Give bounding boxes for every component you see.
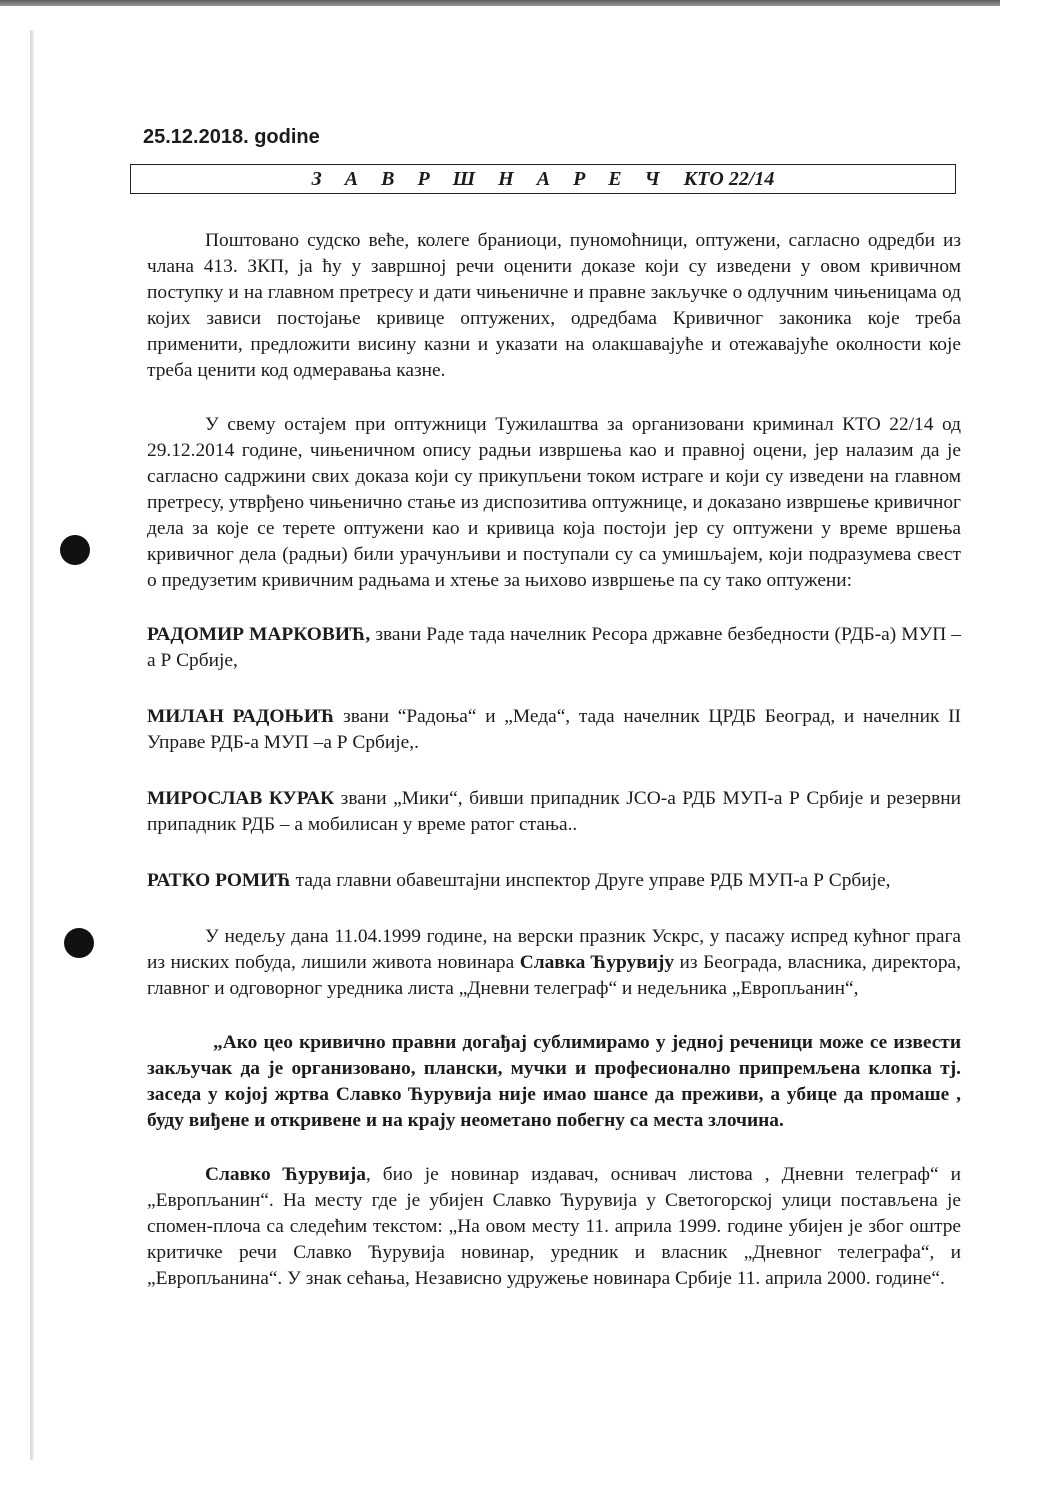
defendant-name: РАТКО РОМИЋ [147,870,291,891]
case-number: КТО 22/14 [683,168,775,190]
document-date: 25.12.2018. godine [143,126,320,148]
event-text-after: из Београда, власника, директора, главног и одговорног уредника листа „Дневни телеграф“ и недељника „Европљанин“, [147,952,961,999]
paragraph-indictment: У свему остајем при оптужници Тужилаштва за организовани криминал КТО 22/14 од 29.12.2014 године, чињеничном опису радњи извршења као и правној оцени, јер налазим да је сагласно садржини свих доказа који су прикупљени током истраге и који су изведени на главном претресу, утврђено чињенично стање из диспозитива оптужнице, и доказано извршење кривичног дела за које се терете оптужени као и кривица која постоји јер су оптужени у време вршења кривичног дела (радњи) били урачунљиви и поступали су са умишљајем, који подразумева свест о предузетим кривичним радњама и хтење за њихово извршење па су тако оптужени: [147,414,961,591]
scan-left-edge [30,30,34,1460]
defendant-description: звани “Радоња“ и „Меда“, тада начелник ЦРДБ Београд, и начелник II Управе РДБ-а МУП –а Р Србије,. [147,706,961,753]
event-text-before: У недељу дана 11.04.1999 године, на верски празник Ускрс, у пасажу испред кућног прага из ниских побуда, лишили живота новинара [147,926,961,973]
defendant-entry [147,622,961,674]
punch-hole-top [60,535,90,565]
punch-hole-bottom [64,928,94,958]
defendant-description: тада главни обавештајни инспектор Друге управе РДБ МУП-а Р Србије, [290,870,891,891]
scan-top-edge [0,0,1000,6]
defendant-description: звани Раде тада начелник Ресора државне безбедности (РДБ-а) МУП –а Р Србије, [147,624,961,671]
victim-name: Славка Ћурувију [519,952,675,973]
paragraph-closing [147,1162,961,1292]
defendant-entry [147,868,961,894]
defendant-entry [147,704,961,756]
document-title [130,164,956,194]
title-text: З А В Р Ш Н А Р Е Ч [311,168,669,190]
document-body [147,228,961,1320]
defendant-name: МИЛАН РАДОЊИЋ [147,706,335,727]
defendant-name: МИРОСЛАВ КУРАК [147,788,335,809]
victim-name: Славко Ћурувија [205,1164,366,1185]
closing-text: , био је новинар издавач, оснивач листова , Дневни телеграф“ и „Европљанин“. На месту где је убијен Славко Ћурувија у Светогорској улици постављена је спомен-плоча са следећим текстом: „На овом месту 11. априла 1999. године убијен је због оштре критичке речи Славко Ћурувија новинар, уредник и власник „Дневног телеграфа“, и „Европљанина“. У знак сећања, Независно удружење новинара Србије 11. априла 2000. године“. [147,1164,962,1289]
defendant-description: звани „Мики“, бивши припадник ЈСО-а РДБ МУП-а Р Србије и резервни припадник РДБ – а мобилисан у време ратог стања.. [147,788,961,835]
paragraph-intro: Поштовано судско веће, колеге браниоци, пуномоћници, оптужени, сагласно одредби из члана 413. ЗКП, ја ћу у завршној речи оценити доказе који су изведени у овом кривичном поступку и на главном претресу и дати чињеничне и правне закључке о одлучним чињеницама од којих зависи постојање кривице оптужених, одредбама Кривичног законика које треба применити, предложити висину казни и указати на олакшавајуће и отежавајуће околности које треба ценити код одмеравања казне. [147,230,961,381]
defendant-name: РАДОМИР МАРКОВИЋ, [147,624,371,645]
defendant-entry [147,786,961,838]
paragraph-quote: „Ако цео кривично правни догађај сублимирамо у једној реченици може се извести закључак да је организовано, плански, мучки и професионално припремљена клопка тј. заседа у којој жртва Славко Ћурувија није имао шансе да преживи, а убице да промаше , буду виђене и откривене и на крају неометано побегну са места злочина. [147,1032,961,1131]
paragraph-event [147,924,961,1002]
